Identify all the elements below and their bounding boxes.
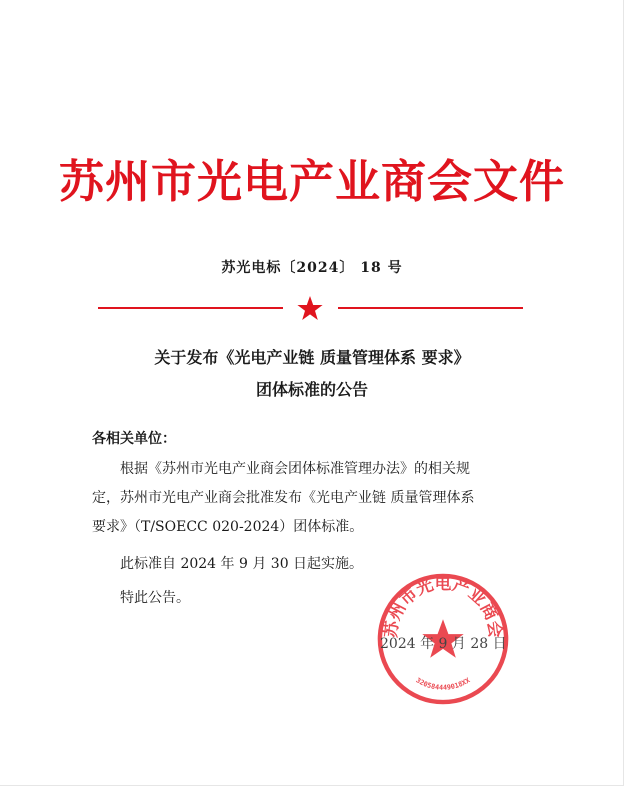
star-icon <box>296 294 324 322</box>
paragraph-2: 此标准自 2024 年 9 月 30 日起实施。 <box>120 556 364 572</box>
announcement-title-line2: 团体标准的公告 <box>255 380 368 399</box>
org-title: 苏州市光电产业商会文件 <box>58 155 565 208</box>
paragraph-1-line-3: 要求》（T/SOECC 020-2024）团体标准。 <box>92 519 364 535</box>
paragraph-1-line-1: 根据《苏州市光电产业商会团体标准管理办法》的相关规 <box>120 461 470 477</box>
paragraph-1-line-2: 定，苏州市光电产业商会批准发布《光电产业链 质量管理体系 <box>92 490 475 506</box>
announcement-title-line1: 关于发布《光电产业链 质量管理体系 要求》 <box>154 348 470 367</box>
seal-code-text: 320584449018XX <box>414 676 472 692</box>
announcement-date: 2024 年 9 月 28 日 <box>380 636 507 652</box>
document-number: 苏光电标〔2024〕 18 号 <box>221 260 403 276</box>
seal-org-text: 苏州市光电产业商会 <box>380 573 506 639</box>
divider-right <box>338 307 523 309</box>
paragraph-3: 特此公告。 <box>120 590 190 606</box>
svg-text:320584449018XX <box>414 676 472 692</box>
divider-left <box>98 307 283 309</box>
salutation: 各相关单位： <box>92 431 176 447</box>
